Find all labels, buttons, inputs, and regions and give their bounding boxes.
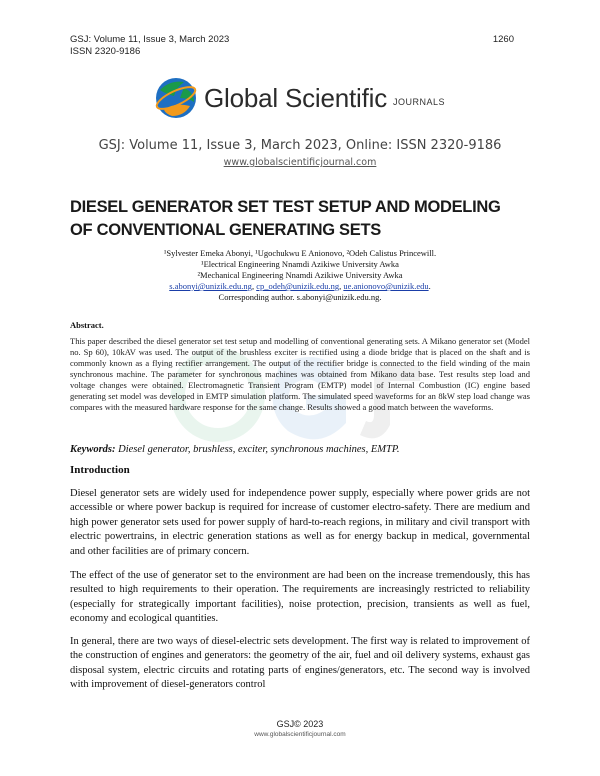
journal-info: GSJ: Volume 11, Issue 3, March 2023, Online: ISSN 2320-9186 — [98, 138, 502, 153]
abstract-text: This paper described the diesel generator set test setup and modelling of conventional generating sets. A Mikano generator set (Model no. Sp 60), 10kAV was used. The output of the brushless exciter is rectified using a diode bridge that is placed on the shaft and is commonly known as a flying rectifier arrangement. The output of the rectifier bridge is connected to the field winding of the main synchronous machine. The parameter for synchronous machines was obtained from Mikano data base. Test results step load and voltage changes were obtained. Electromagnetic Transient Program (EMTP) model of Internal Combustion (IC) engine based generating set model was developed in EMTP simulation platform. The simulated speed waveforms for an 8kW step load change was compares with the measured hardware response for the same change. Results showed a good match between the waveforms. — [70, 336, 530, 412]
affiliation-2: ²Mechanical Engineering Nnamdi Azikiwe University Awka — [197, 270, 403, 280]
title-line-1: DIESEL GENERATOR SET TEST SETUP AND MODELING — [70, 198, 501, 216]
introduction-heading: Introduction — [70, 464, 130, 476]
affiliation-1: ¹Electrical Engineering Nnamdi Azikiwe University Awka — [201, 259, 399, 269]
author-names: ¹Sylvester Emeka Abonyi, ¹Ugochukwu E Anionovo, ²Odeh Calistus Princewill. — [163, 248, 437, 258]
email-link-1[interactable]: s.abonyi@unizik.edu.ng — [169, 281, 252, 291]
author-emails — [60, 281, 540, 292]
email-link-2[interactable]: cp_odeh@unizik.edu.ng — [256, 281, 340, 291]
email-end: . — [428, 281, 431, 291]
keywords — [70, 443, 530, 457]
keywords-text: Diesel generator, brushless, exciter, synchronous machines, EMTP. — [115, 444, 400, 455]
title-line-2: OF CONVENTIONAL GENERATING SETS — [70, 221, 381, 239]
header-issn: ISSN 2320-9186 — [70, 46, 141, 57]
corresponding-author: Corresponding author. s.abonyi@unizik.edu.ng. — [218, 292, 382, 302]
footer-website: www.globalscientificjournal.com — [254, 731, 346, 738]
author-block — [60, 248, 540, 303]
introduction-paragraph-3: In general, there are two ways of diesel-electric sets development. The first way is related to improvement of the construction of engines and generators: the geometry of the air, fuel and oil delivery systems, exhaust gas disposal system, electric circuits and rotating parts of engines/generators, etc. The second way is involved with improvement of diesel-generators control — [70, 636, 530, 691]
logo-name: Global Scientific — [204, 83, 388, 113]
introduction-paragraph-2: The effect of the use of generator set to the environment are had been on the increase tremendously, this has resulted to high requirements to their operation. The requirements are increasingly restricted to reliability (especially for strategically important facilities), noise protection, precision, transients as well as fuel, economy and ecological quantities. — [70, 570, 530, 625]
journal-website-link[interactable]: www.globalscientificjournal.com — [223, 157, 377, 168]
global-scientific-logo-icon — [154, 76, 198, 120]
footer-copyright: GSJ© 2023 — [276, 719, 324, 729]
keywords-label: Keywords: — [70, 444, 116, 455]
paper-title — [70, 196, 540, 242]
running-header — [70, 34, 229, 58]
header-volume: GSJ: Volume 11, Issue 3, March 2023 — [70, 34, 230, 45]
logo-sub: JOURNALS — [393, 97, 446, 107]
journal-logo — [154, 76, 445, 120]
email-separator: , — [339, 281, 344, 291]
page-number: 1260 — [492, 34, 514, 45]
email-link-3[interactable]: ue.anionovo@unizik.edu — [343, 281, 429, 291]
email-separator: , — [251, 281, 257, 291]
introduction-paragraph-1: Diesel generator sets are widely used for independence power supply, especially where power grids are not accessible or where power backup is required for increase of customer electro-safety. There are medium and high power generator sets used for power supply of hard-to-reach regions, in military and civil transport with electric powertrains, in electric generation stations as well as for energy backup in medical, governmental and other facilities are of primary concern. — [70, 488, 530, 557]
abstract-heading: Abstract. — [70, 320, 104, 330]
